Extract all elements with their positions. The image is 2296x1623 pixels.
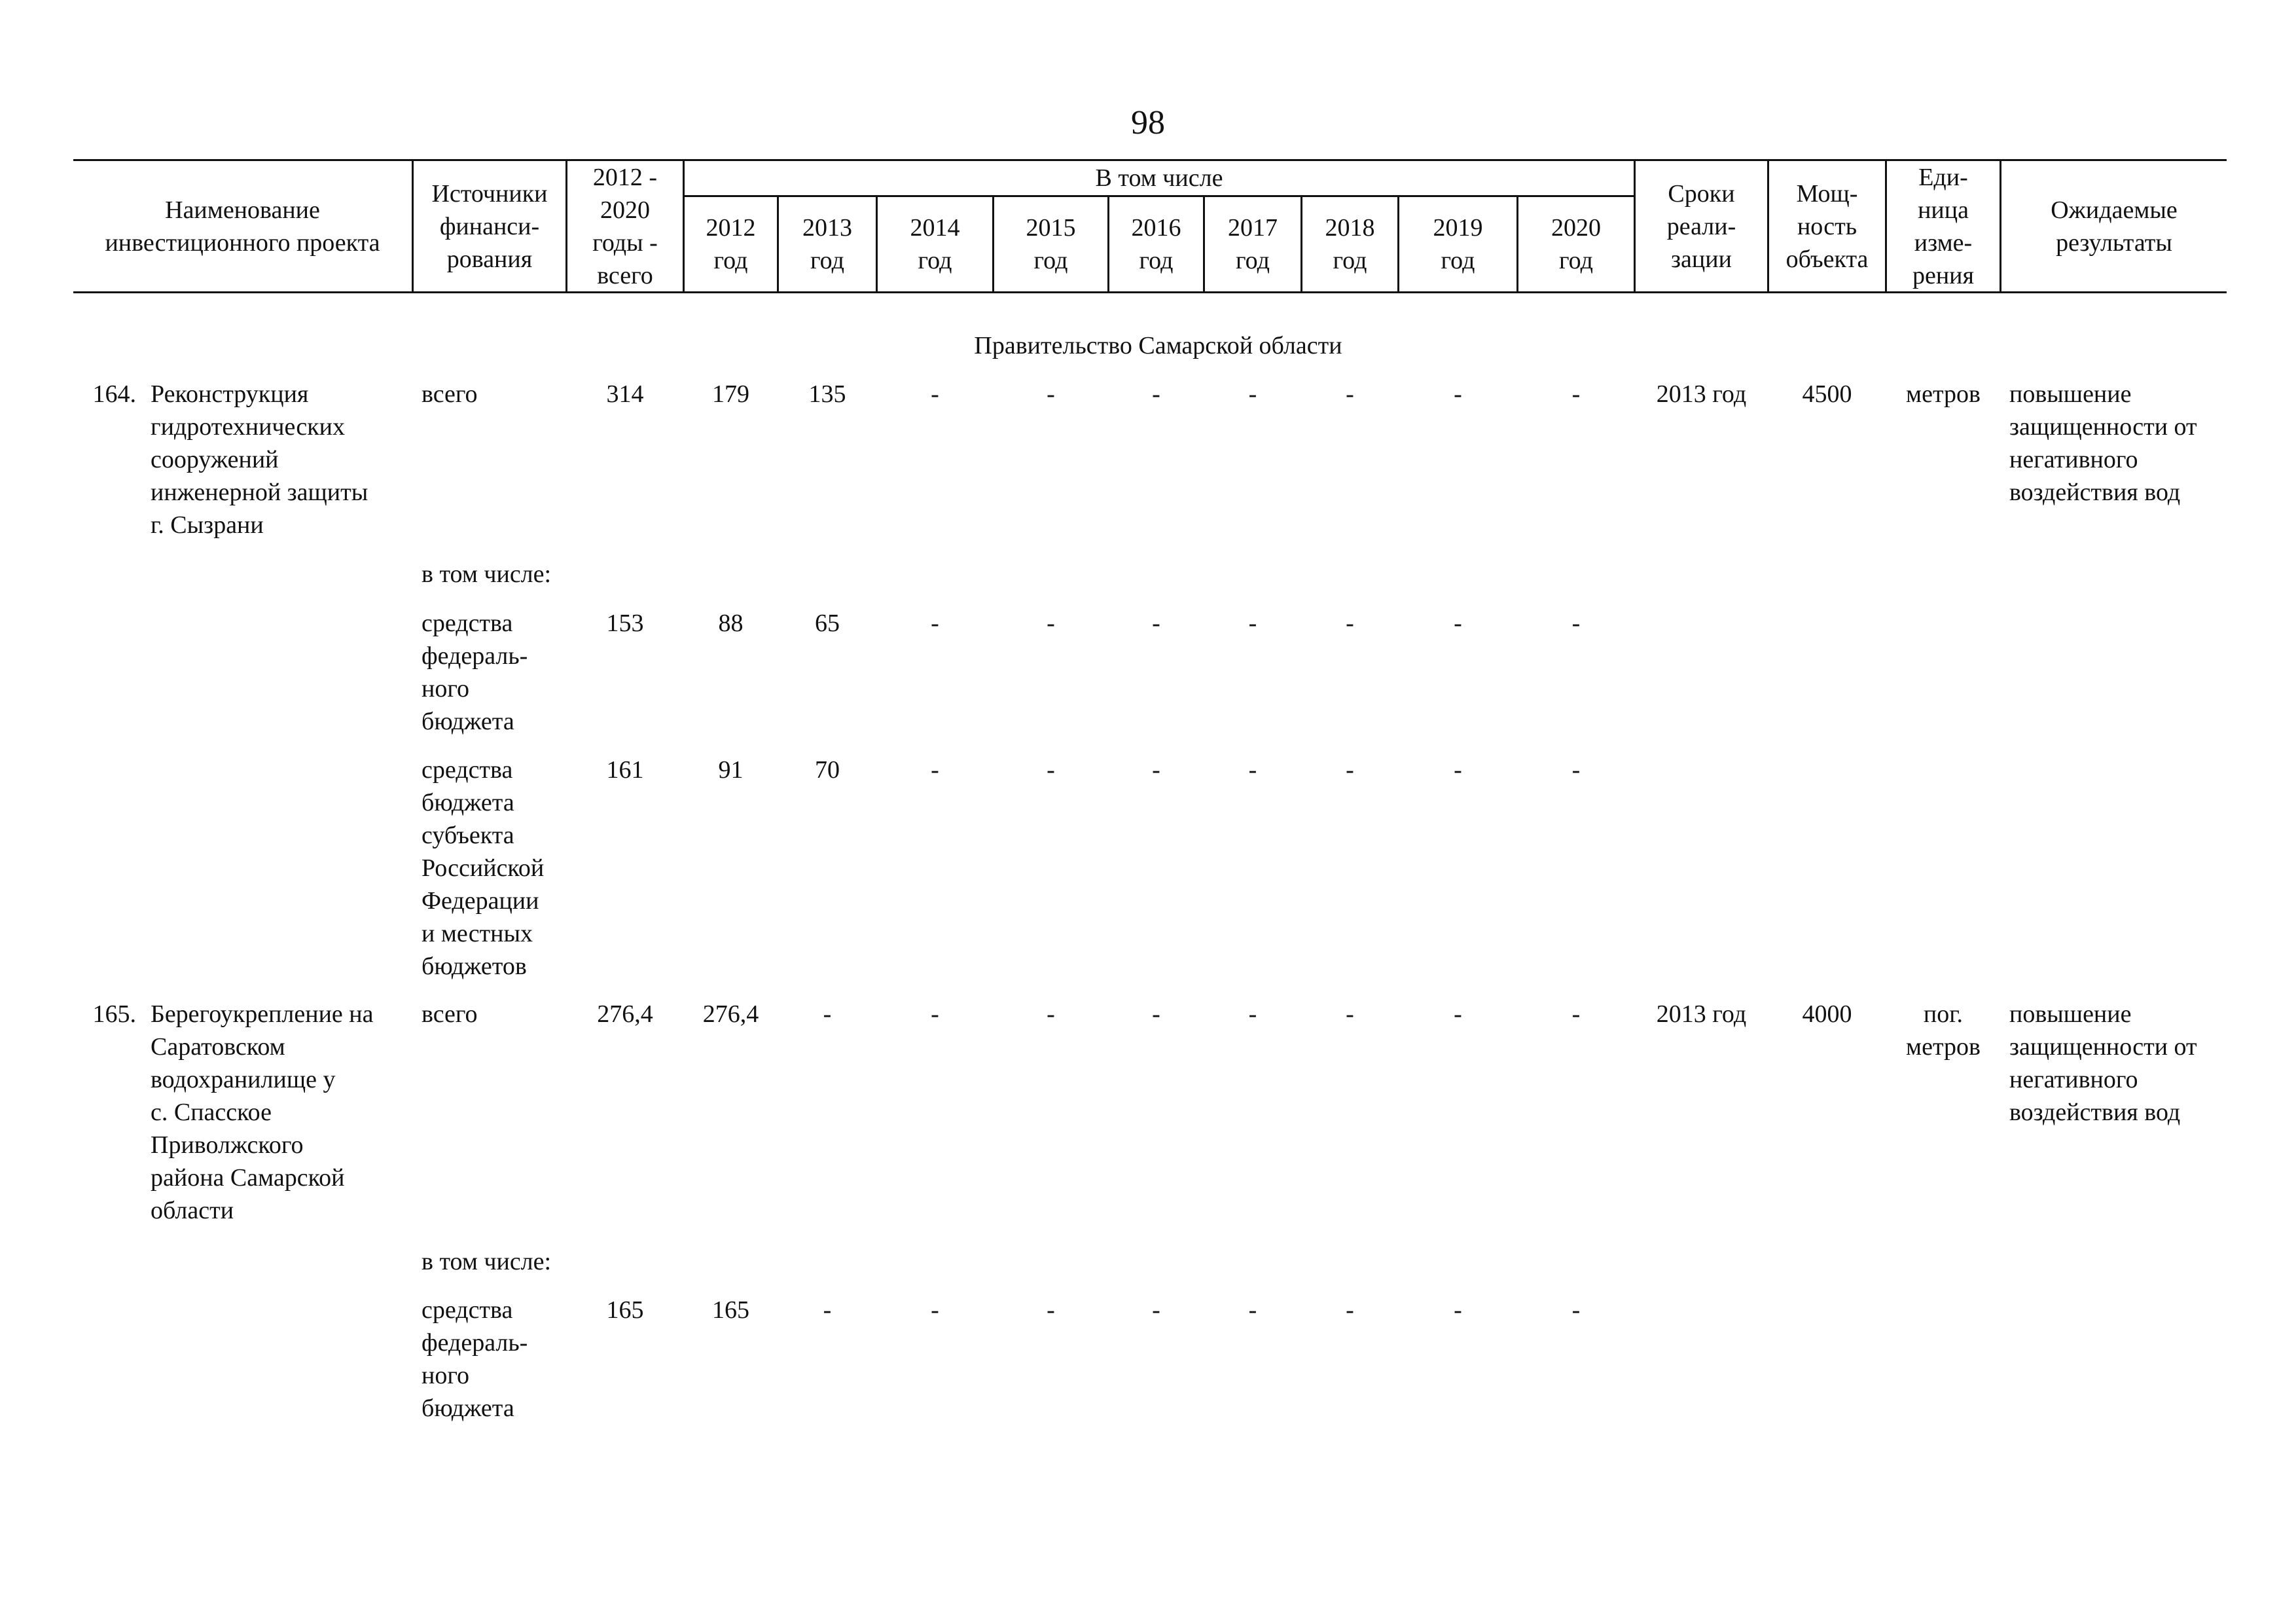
year-value: 70 [815,756,840,784]
year-value: - [1152,1296,1160,1324]
header-name: Наименование инвестиционного проекта [105,196,380,257]
total-value: 314 [606,380,644,408]
header-year-2013: 2013 год [802,214,852,274]
header-total: 2012 - 2020 годы - всего [592,163,658,289]
year-value: - [1454,610,1462,637]
year-value: - [1248,756,1257,784]
source-label: средства федераль- ного бюджета [422,610,528,735]
header-including: В том числе [1095,164,1223,192]
year-value: 88 [718,610,744,637]
project-number: 165. [92,1000,136,1028]
result-value: повышение защищенности от негативного воздействия вод [2009,380,2197,506]
year-value: - [931,756,939,784]
project-name: Реконструкция гидротехнических сооружений инженерной защиты г. Сызрани [151,380,368,539]
year-value: - [1454,1000,1462,1028]
total-value: 153 [606,610,644,637]
header-bottom-rule [73,291,2227,293]
year-value: 135 [808,380,846,408]
header-results: Ожидаемые результаты [2051,196,2178,257]
year-value: - [823,1000,832,1028]
year-value: 91 [718,756,744,784]
year-value: - [1152,380,1160,408]
year-value: - [931,1296,939,1324]
year-value: - [1571,380,1581,408]
header-unit: Еди- ница изме- рения [1912,163,1975,289]
source-label: всего [422,380,478,408]
year-value: - [1248,1000,1257,1028]
year-value: - [1571,756,1581,784]
year-value: - [1248,1296,1257,1324]
source-label: средства федераль- ного бюджета [422,1296,528,1422]
year-value: - [1571,1000,1581,1028]
year-value: - [1047,610,1055,637]
year-value: - [1346,756,1354,784]
header-term: Сроки реали- зации [1666,179,1736,273]
year-value: - [1248,380,1257,408]
unit-value: пог. метров [1906,1000,1981,1061]
header-year-2015: 2015 год [1026,214,1076,274]
project-name: Берегоукрепление на Саратовском водохранилище у с. Спасское Приволжского района Самарской области [151,1000,374,1224]
header-year-2012: 2012 год [706,214,756,274]
year-value: - [1346,380,1354,408]
header-year-2020: 2020 год [1551,214,1601,274]
capacity-value: 4500 [1802,380,1852,408]
header-year-2018: 2018 год [1325,214,1375,274]
year-value: - [1346,1000,1354,1028]
header-year-2014: 2014 год [910,214,960,274]
header-year-2016: 2016 год [1131,214,1181,274]
project-number: 164. [92,380,136,408]
source-label: средства бюджета субъекта Российской Федерации и местных бюджетов [422,756,545,980]
year-value: - [823,1296,832,1324]
year-value: - [1152,1000,1160,1028]
year-value: - [931,610,939,637]
year-value: - [1346,610,1354,637]
header-capacity: Мощ- ность объекта [1785,179,1869,273]
year-value: - [1047,1296,1055,1324]
header-sources: Источники финанси- рования [431,179,548,273]
capacity-value: 4000 [1802,1000,1852,1028]
header-year-2019: 2019 год [1433,214,1483,274]
year-value: - [1346,1296,1354,1324]
year-value: - [1571,610,1581,637]
result-value: повышение защищенности от негативного воздействия вод [2009,1000,2197,1126]
unit-value: метров [1906,380,1981,408]
total-value: 165 [606,1296,644,1324]
section-title: Правительство Самарской области [974,332,1342,359]
year-value: - [1047,1000,1055,1028]
year-value: - [1152,610,1160,637]
year-value: - [1047,756,1055,784]
total-value: 276,4 [597,1000,653,1028]
source-label: всего [422,1000,478,1028]
year-value: 165 [712,1296,749,1324]
term-value: 2013 год [1656,380,1747,408]
source-label: в том числе: [422,560,552,588]
year-value: - [1454,380,1462,408]
year-value: 276,4 [702,1000,759,1028]
year-value: 179 [712,380,749,408]
year-value: 65 [815,610,840,637]
year-value: - [1454,1296,1462,1324]
year-value: - [1571,1296,1581,1324]
year-value: - [1152,756,1160,784]
page-number: 98 [1131,104,1165,141]
year-value: - [1047,380,1055,408]
year-value: - [1454,756,1462,784]
term-value: 2013 год [1656,1000,1747,1028]
header-year-2017: 2017 год [1228,214,1278,274]
source-label: в том числе: [422,1248,552,1275]
year-value: - [1248,610,1257,637]
year-value: - [931,1000,939,1028]
year-value: - [931,380,939,408]
total-value: 161 [606,756,644,784]
